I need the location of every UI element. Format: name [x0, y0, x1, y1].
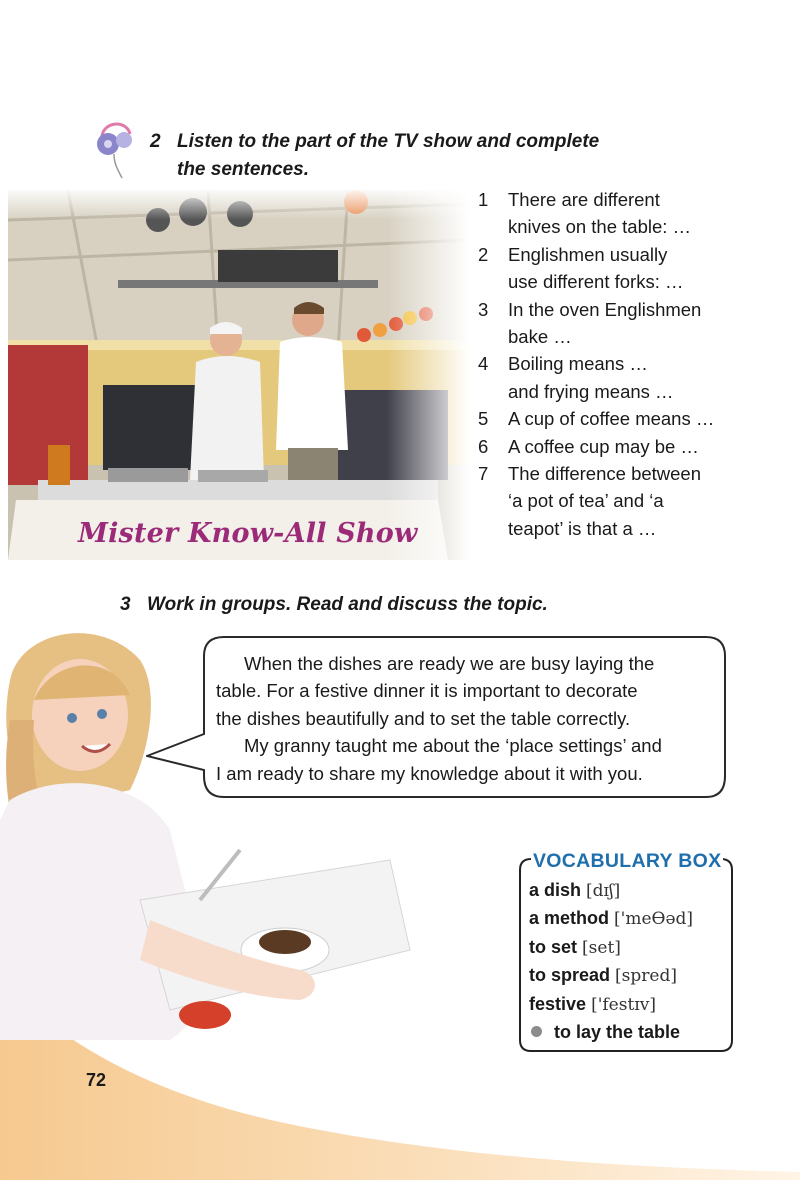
list-item: knives on the table: … — [508, 216, 692, 238]
list-item: festive ['festɪv] — [529, 993, 656, 1015]
list-item: 1 There are different — [478, 189, 660, 210]
speech-text — [216, 650, 706, 787]
instruction-line-2: the sentences. — [177, 159, 309, 180]
exercise-number: 3 — [120, 594, 131, 615]
list-item: 7 The difference between — [478, 463, 702, 485]
page-number: 72 — [86, 1070, 107, 1090]
exercise-number: 2 — [150, 131, 161, 152]
vocabulary-box — [519, 850, 733, 1052]
list-item: 6 A coffee cup may be … — [478, 435, 699, 457]
vocabulary-title: VOCABULARY BOX — [533, 850, 722, 872]
instruction-line-1: Listen to the part of the TV show and complete — [177, 131, 600, 152]
list-item: 2 Englishmen usually — [478, 243, 668, 265]
list-item: and frying means … — [508, 380, 674, 402]
speech-line: I am ready to share my knowledge about it with you. — [216, 762, 643, 784]
instruction-text: Work in groups. Read and discuss the topic. — [147, 594, 548, 615]
tv-show-photo — [8, 190, 470, 560]
speech-line: My granny taught me about the ‘place settings’ and — [244, 735, 662, 757]
list-item: a method ['meƟəd] — [529, 908, 694, 930]
list-item: to spread [spred] — [529, 965, 677, 987]
bullet-icon — [531, 1026, 542, 1037]
list-item: ‘a pot of tea’ and ‘a — [508, 490, 664, 512]
exercise-2-instruction — [150, 128, 670, 184]
list-item: teapot’ is that a … — [508, 517, 657, 539]
photo-caption: Mister Know-All Show — [78, 518, 418, 549]
list-item: to lay the table — [529, 1019, 693, 1046]
vocabulary-list — [529, 877, 693, 1046]
list-item: 3 In the oven Englishmen — [478, 298, 702, 320]
list-item: 5 A cup of coffee means … — [478, 408, 715, 430]
sentence-list — [478, 186, 778, 542]
list-item: use different forks: … — [508, 271, 684, 293]
list-item: a dish [dɪʃ] — [529, 880, 621, 901]
list-item: bake … — [508, 326, 572, 348]
list-item: 4 Boiling means … — [478, 353, 648, 375]
listening-icon — [92, 110, 140, 182]
list-item: to set [set] — [529, 936, 621, 958]
speech-line: table. For a festive dinner it is important to decorate — [216, 680, 638, 702]
speech-line: When the dishes are ready we are busy laying the — [244, 653, 655, 674]
exercise-3-instruction — [120, 594, 548, 616]
speech-line: the dishes beautifully and to set the table correctly. — [216, 707, 631, 729]
